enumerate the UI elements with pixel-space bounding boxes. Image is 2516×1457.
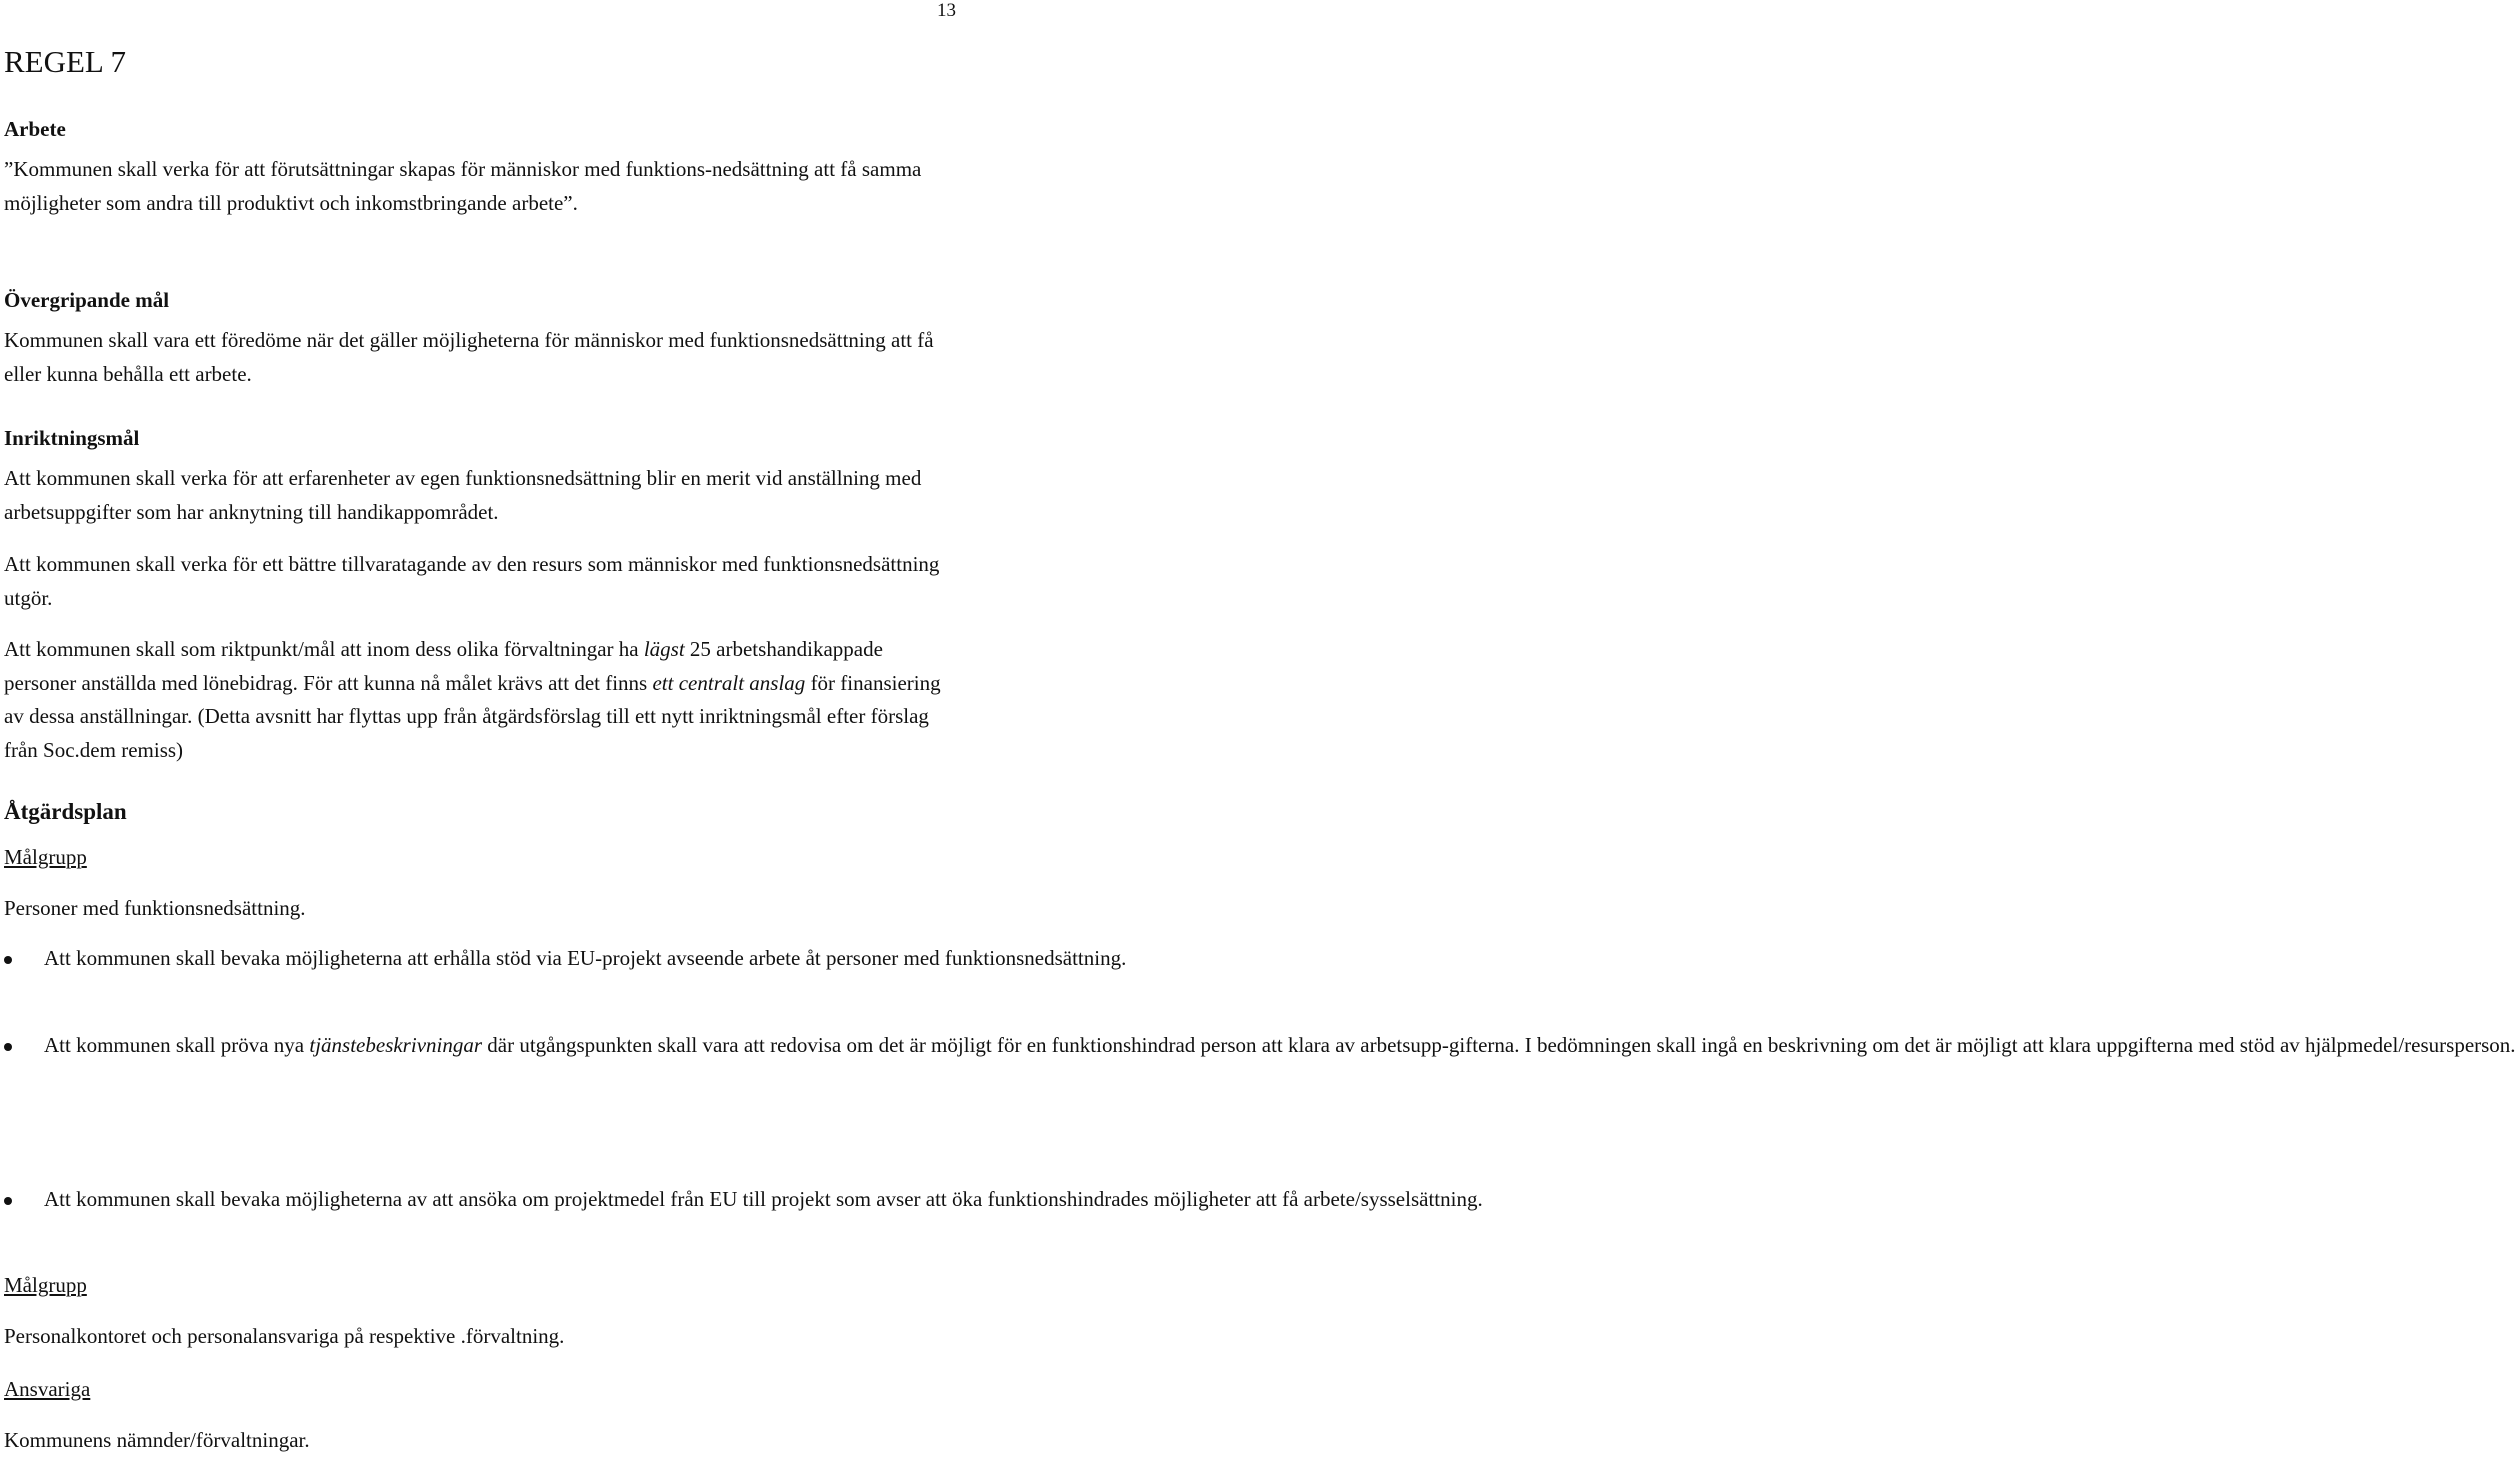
malgrupp-label-2: Målgrupp bbox=[4, 1273, 87, 1297]
overgripande-text: Kommunen skall vara ett föredöme när det gäller möjligheterna för människor med funktionsnedsättning att få eller kunna behålla ett arbete. bbox=[4, 328, 934, 386]
ansvariga-label: Ansvariga bbox=[4, 1377, 91, 1401]
p3-italic-anslag: ett centralt anslag bbox=[652, 670, 806, 695]
p3-text-a: Att kommunen skall som riktpunkt/mål att inom dess olika förvaltningar ha bbox=[4, 637, 644, 661]
list-item bbox=[4, 942, 1127, 1012]
malgrupp-label-1: Målgrupp bbox=[4, 845, 87, 869]
inriktning-heading: Inriktningsmål bbox=[4, 426, 140, 450]
rule-title: REGEL 7 bbox=[4, 44, 126, 79]
atgardsplan-heading: Åtgärdsplan bbox=[4, 799, 127, 824]
page-number: 13 bbox=[937, 0, 956, 21]
inriktning-paragraph-1: Att kommunen skall verka för att erfarenheter av egen funktionsnedsättning blir en merit vid anställning med arbetsuppgifter som har anknytning till handikappområdet. bbox=[4, 466, 922, 524]
malgrupp-text-2: Personalkontoret och personalansvariga på respektive .förvaltning. bbox=[4, 1324, 565, 1348]
inriktning-paragraph-2: Att kommunen skall verka för ett bättre tillvaratagande av den resurs som människor med funktionsnedsättning utgör. bbox=[4, 552, 940, 610]
list-item bbox=[4, 1029, 2516, 1165]
malgrupp-text-1: Personer med funktionsnedsättning. bbox=[4, 896, 306, 920]
arbete-quote: ”Kommunen skall verka för att förutsättningar skapas för människor med funktions-nedsättning att få samma möjligheter som andra till produktivt och inkomstbringande arbete”. bbox=[4, 157, 922, 215]
bullet2-italic: tjänstebeskrivningar bbox=[309, 1033, 483, 1057]
arbete-heading: Arbete bbox=[4, 117, 66, 141]
bullet2-text-a: Att kommunen skall pröva nya bbox=[44, 1033, 310, 1057]
p3-text-c: för finansiering av dessa anställningar. (Detta avsnitt har flyttas upp från åtgärdsförslag till ett nytt inriktningsmål efter förslag från Soc.dem remiss) bbox=[4, 670, 941, 762]
ansvariga-text: Kommunens nämnder/förvaltningar. bbox=[4, 1428, 310, 1452]
bullet2-text-b: där utgångspunkten skall vara att redovisa om det är möjligt för en funktionshindrad person att klara av arbetsupp-gifterna. I bedömningen skall ingå en beskrivning om det är möjligt att klara uppgifterna med stöd av hjälpmedel/resursperson. bbox=[482, 1033, 2516, 1057]
bullet-icon bbox=[4, 956, 12, 964]
bullet-icon bbox=[4, 1043, 12, 1051]
p3-text-b: 25 arbetshandikappade personer anställda med lönebidrag. För att kunna nå målet krävs att det finns bbox=[4, 637, 883, 695]
bullet-text-2 bbox=[44, 1029, 2516, 1063]
bullet-text-1: Att kommunen skall bevaka möjligheterna att erhålla stöd via EU-projekt avseende arbete åt personer med funktionsnedsättning. bbox=[44, 946, 1127, 970]
p3-italic-lagst: lägst bbox=[643, 637, 685, 661]
overgripande-heading: Övergripande mål bbox=[4, 288, 170, 312]
inriktning-paragraph-3 bbox=[4, 633, 949, 767]
list-item bbox=[4, 1183, 1483, 1253]
bullet-icon bbox=[4, 1197, 12, 1205]
bullet-text-3: Att kommunen skall bevaka möjligheterna av att ansöka om projektmedel från EU till projekt som avser att öka funktionshindrades möjligheter att få arbete/sysselsättning. bbox=[44, 1187, 1483, 1211]
